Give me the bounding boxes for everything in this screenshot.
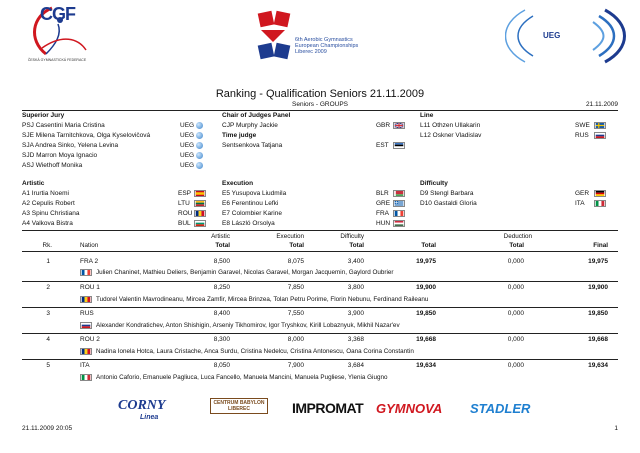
sponsor-gymnova-logo: GYMNOVA: [376, 401, 443, 416]
total-cell: 19,850: [416, 310, 436, 317]
row-divider: [22, 359, 618, 360]
cgf-logo-subtext: ČESKÁ GYMNASTICKÁ FEDERACE: [27, 58, 87, 62]
flag-blr-icon: [393, 190, 405, 197]
footer-timestamp: 21.11.2009 20:05: [22, 425, 73, 432]
nation-cell: FRA 2: [80, 258, 99, 265]
cgf-logo: [22, 4, 92, 66]
nation-cell: ITA: [80, 362, 90, 369]
flag-esp-icon: [194, 190, 206, 197]
rank-cell: 2: [46, 284, 50, 291]
liberec-emblem-icon: [253, 2, 303, 70]
difficulty-judge: D10 Gastaldi Gloria: [420, 200, 477, 207]
difficulty-title: Difficulty: [420, 180, 448, 187]
flag-gre-icon: [393, 200, 405, 207]
artistic-cell: 8,400: [213, 310, 230, 317]
row-divider: [22, 281, 618, 282]
superior-jury-row: PSJ Casentini Maria Cristina: [22, 122, 105, 129]
nation-cell: ROU 1: [80, 284, 100, 291]
page-subtitle: Seniors - GROUPS: [292, 101, 348, 108]
superior-jury-row: ASJ Wiethoff Monika: [22, 162, 83, 169]
deduction-cell: 0,000: [507, 284, 524, 291]
sponsor-corny-logo: CORNY: [118, 398, 166, 413]
artistic-judge: A3 Spinu Christiana: [22, 210, 80, 217]
difficulty-cell: 3,368: [347, 336, 364, 343]
flag-ltu-icon: [194, 200, 206, 207]
nation-cell: RUS: [80, 310, 94, 317]
ueg-logo: [505, 4, 633, 66]
deduction-cell: 0,000: [507, 336, 524, 343]
flag-ita-icon: [594, 200, 606, 207]
header-rank: Rk.: [42, 242, 52, 249]
rank-cell: 5: [46, 362, 50, 369]
footer-page-number: 1: [614, 425, 618, 432]
superior-jury-country: UEG: [180, 152, 195, 159]
flag-rou-icon: [80, 348, 92, 355]
difficulty-country: GER: [575, 190, 590, 197]
page-date: 21.11.2009: [585, 101, 618, 108]
total-cell: 19,975: [416, 258, 436, 265]
flag-swe-icon: [594, 122, 606, 129]
flag-rus-icon: [80, 322, 92, 329]
execution-country: BLR: [376, 190, 389, 197]
execution-judge: E5 Yusupova Liudmila: [222, 190, 287, 197]
execution-cell: 7,850: [287, 284, 304, 291]
flag-ger-icon: [594, 190, 606, 197]
gymnasts-list: Julien Chaninet, Mathieu Deliers, Benjamin Garavel, Nicolas Garavel, Morgan Jacquemin, Gaylord Oubrier: [96, 269, 394, 276]
header-total: Total: [421, 242, 436, 249]
gymnasts-list: Nadina Ionela Hotca, Laura Cristache, Anca Surdu, Cristina Nedelcu, Cristina Antonescu, Oana Corina Constantin: [96, 348, 414, 355]
flag-rou-icon: [194, 210, 206, 217]
chair-title: Chair of Judges Panel: [222, 112, 291, 119]
deduction-cell: 0,000: [507, 362, 524, 369]
line-country: SWE: [575, 122, 590, 129]
header-final: Final: [593, 242, 608, 249]
execution-title: Execution: [222, 180, 254, 187]
superior-jury-row: SJD Marron Moya Ignacio: [22, 152, 98, 159]
sponsor-impromat-logo: IMPROMAT: [292, 400, 364, 416]
page-header: [0, 0, 640, 72]
final-cell: 19,975: [588, 258, 608, 265]
final-cell: 19,850: [588, 310, 608, 317]
line-country: RUS: [575, 132, 589, 139]
sponsor-corny-sub: Linea: [140, 414, 159, 421]
superior-jury-country: UEG: [180, 142, 195, 149]
artistic-country: ESP: [178, 190, 192, 197]
difficulty-judge: D9 Stengl Barbara: [420, 190, 474, 197]
artistic-title: Artistic: [22, 180, 45, 187]
difficulty-country: ITA: [575, 200, 585, 207]
header-deduction-total: Total: [509, 242, 524, 249]
globe-icon: [196, 152, 203, 159]
execution-country: HUN: [376, 220, 391, 227]
sponsor-stadler-logo: STADLER: [470, 401, 531, 416]
execution-cell: 7,900: [287, 362, 304, 369]
globe-icon: [196, 142, 203, 149]
superior-jury-title: Superior Jury: [22, 112, 65, 119]
flag-rus-icon: [594, 132, 606, 139]
row-divider: [22, 333, 618, 334]
flag-fra-icon: [393, 210, 405, 217]
header-nation: Nation: [80, 242, 99, 249]
championship-logo: [253, 2, 413, 70]
artistic-cell: 8,050: [213, 362, 230, 369]
time-judge: Sentsenkova Tatjana: [222, 142, 283, 149]
flag-est-icon: [393, 142, 405, 149]
total-cell: 19,900: [416, 284, 436, 291]
header-difficulty: Difficulty: [340, 233, 364, 240]
row-divider: [22, 307, 618, 308]
execution-cell: 7,550: [287, 310, 304, 317]
championship-title: 6th Aerobic Gymnastics European Championships Liberec 2009: [295, 37, 359, 55]
execution-cell: 8,075: [287, 258, 304, 265]
superior-jury-country: UEG: [180, 132, 195, 139]
difficulty-cell: 3,800: [347, 284, 364, 291]
artistic-cell: 8,500: [213, 258, 230, 265]
deduction-cell: 0,000: [507, 258, 524, 265]
time-judge-country: EST: [376, 142, 389, 149]
total-cell: 19,634: [416, 362, 436, 369]
sponsor-centrum-logo: CENTRUM BABYLON LIBEREC: [210, 398, 268, 414]
artistic-country: LTU: [178, 200, 190, 207]
header-deduction: Deduction: [503, 233, 532, 240]
deduction-cell: 0,000: [507, 310, 524, 317]
difficulty-cell: 3,684: [347, 362, 364, 369]
ueg-logo-text: UEG: [543, 31, 561, 40]
line-judge: L12 Oskner Vladislav: [420, 132, 482, 139]
total-cell: 19,668: [416, 336, 436, 343]
execution-judge: E7 Colombier Karine: [222, 210, 282, 217]
flag-bul-icon: [194, 220, 206, 227]
superior-jury-country: UEG: [180, 122, 195, 129]
gymnasts-list: Tudorel Valentin Mavrodineanu, Mircea Zamfir, Mircea Brinzea, Tolan Petru Porime, Florin Nebunu, Ferdinand Raileanu: [96, 296, 429, 303]
globe-icon: [196, 132, 203, 139]
execution-judge: E6 Ferentinou Lefki: [222, 200, 279, 207]
rank-cell: 4: [46, 336, 50, 343]
execution-judge: E8 László Orsolya: [222, 220, 275, 227]
chair-country: GBR: [376, 122, 391, 129]
artistic-judge: A1 Irurtia Noemi: [22, 190, 69, 197]
artistic-country: BUL: [178, 220, 191, 227]
globe-icon: [196, 122, 203, 129]
flag-hun-icon: [393, 220, 405, 227]
header-artistic: Artistic: [211, 233, 230, 240]
globe-icon: [196, 162, 203, 169]
header-execution: Execution: [276, 233, 304, 240]
artistic-country: ROU: [178, 210, 193, 217]
difficulty-cell: 3,900: [347, 310, 364, 317]
artistic-judge: A2 Cepulis Robert: [22, 200, 75, 207]
page-title: Ranking - Qualification Seniors 21.11.2009: [215, 88, 425, 100]
superior-jury-row: SJA Andrea Sinko, Yelena Levina: [22, 142, 119, 149]
flag-rou-icon: [80, 296, 92, 303]
flag-fra-icon: [80, 269, 92, 276]
gymnasts-list: Alexander Kondratichev, Anton Shishigin, Arseniy Tikhomirov, Igor Tryshkov, Kirill Lobaznyuk, Mikhil Nazar'ev: [96, 322, 400, 329]
line-title: Line: [420, 112, 434, 119]
cgf-logo-text: CGF: [40, 4, 75, 24]
line-judge: L11 Othzen Ullakarin: [420, 122, 481, 129]
title-divider: [22, 110, 618, 111]
ueg-arcs-icon: [505, 4, 633, 66]
superior-jury-row: SJE Milena Tarnitchkova, Olga Kyselovičová: [22, 132, 151, 139]
flag-ita-icon: [80, 374, 92, 381]
header-difficulty-total: Total: [349, 242, 364, 249]
time-judge-title: Time judge: [222, 132, 257, 139]
execution-country: FRA: [376, 210, 389, 217]
final-cell: 19,668: [588, 336, 608, 343]
sponsors-bar: [0, 394, 640, 424]
judges-divider: [22, 230, 618, 231]
execution-cell: 8,000: [287, 336, 304, 343]
final-cell: 19,634: [588, 362, 608, 369]
flag-gbr-icon: [393, 122, 405, 129]
execution-country: GRE: [376, 200, 391, 207]
rank-cell: 3: [46, 310, 50, 317]
nation-cell: ROU 2: [80, 336, 100, 343]
gymnasts-list: Antonio Caforio, Emanuele Pagliuca, Luca Fancello, Manuela Mancini, Manuela Pugliese, Ylenia Giugno: [96, 374, 388, 381]
header-artistic-total: Total: [215, 242, 230, 249]
header-execution-total: Total: [289, 242, 304, 249]
artistic-cell: 8,250: [213, 284, 230, 291]
header-divider: [22, 251, 618, 252]
chair-judge: CJP Murphy Jackie: [222, 122, 278, 129]
difficulty-cell: 3,400: [347, 258, 364, 265]
superior-jury-country: UEG: [180, 162, 195, 169]
artistic-judge: A4 Valkova Bistra: [22, 220, 73, 227]
artistic-cell: 8,300: [213, 336, 230, 343]
rank-cell: 1: [46, 258, 50, 265]
final-cell: 19,900: [588, 284, 608, 291]
